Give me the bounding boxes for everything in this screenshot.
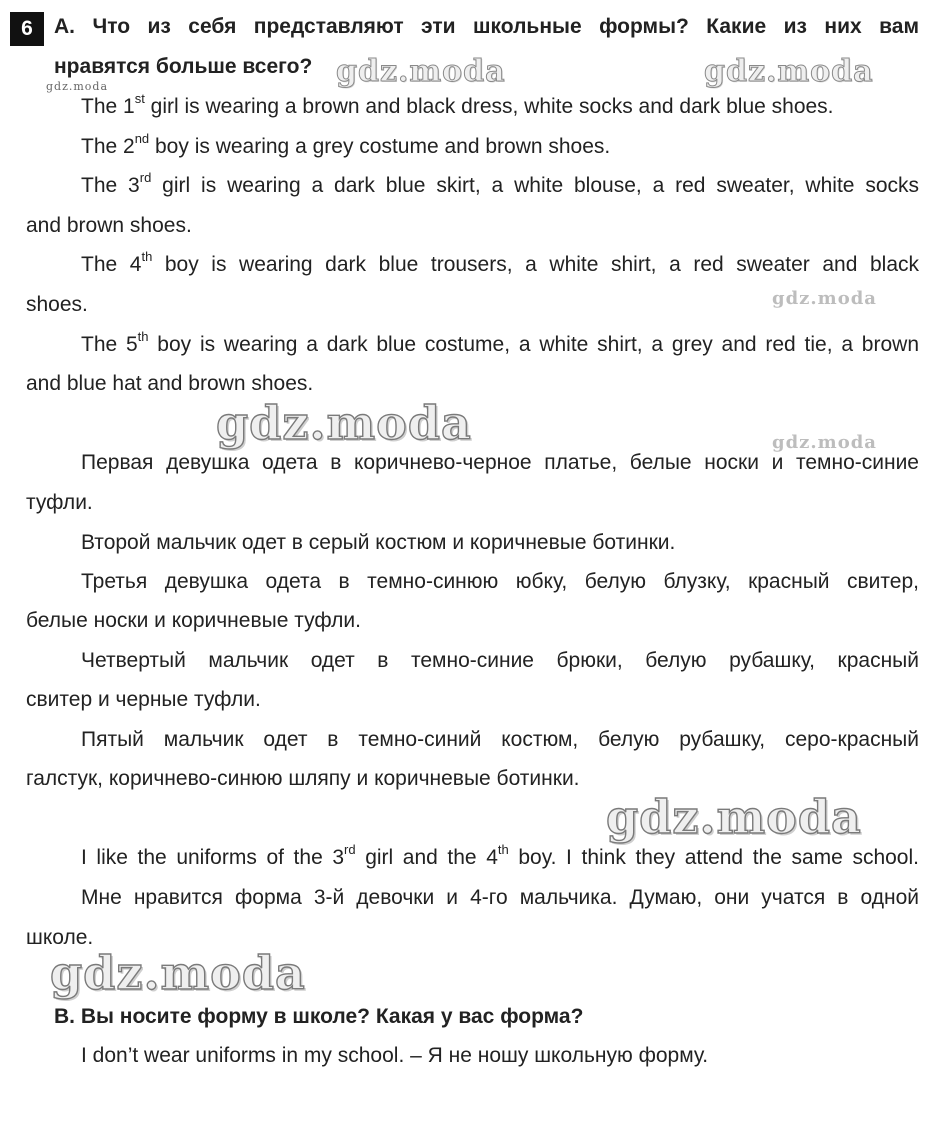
- english-sentence-4: The 4th boy is wearing dark blue trousers, a white shirt, a red sweater and black: [81, 249, 920, 276]
- english-sentence-3-cont: and brown shoes.: [26, 214, 192, 237]
- section-a-heading-line1: A. Что из себя представляют эти школьные формы? Какие из них вам: [54, 15, 919, 38]
- like-sentence-english: I like the uniforms of the 3rd girl and the 4th boy. I think they attend the same school.: [81, 842, 919, 869]
- section-a-heading-line2: нравятся больше всего?: [54, 55, 313, 78]
- english-sentence-3: The 3rd girl is wearing a dark blue skirt, a white blouse, a red sweater, white socks: [81, 170, 920, 197]
- like-sentence-russian-cont: школе.: [26, 926, 94, 949]
- russian-sentence-2: Второй мальчик одет в серый костюм и коричневые ботинки.: [81, 531, 676, 554]
- russian-sentence-1-cont: туфли.: [26, 491, 93, 514]
- section-b-answer: I don’t wear uniforms in my school. – Я не ношу школьную форму.: [81, 1044, 709, 1067]
- watermark-logo-8: gdz.moda: [50, 946, 306, 1000]
- russian-sentence-5: Пятый мальчик одет в темно-синий костюм, белую рубашку, серо-красный: [81, 728, 919, 751]
- english-sentence-1: The 1st girl is wearing a brown and black dress, white socks and dark blue shoes.: [81, 91, 834, 118]
- watermark-logo-7: gdz.moda: [606, 790, 862, 844]
- english-sentence-5-cont: and blue hat and brown shoes.: [26, 372, 314, 395]
- watermark-logo-6: gdz.moda: [772, 432, 877, 453]
- russian-sentence-5-cont: галстук, коричнево-синюю шляпу и коричневые ботинки.: [26, 767, 580, 790]
- watermark-logo-3: gdz.moda: [46, 80, 109, 93]
- exercise-number-badge: 6: [10, 12, 44, 46]
- russian-sentence-4: Четвертый мальчик одет в темно-синие брюки, белую рубашку, красный: [81, 649, 919, 672]
- watermark-logo-5: gdz.moda: [216, 396, 472, 450]
- section-b-heading: B. Вы носите форму в школе? Какая у вас форма?: [54, 1005, 584, 1028]
- english-sentence-4-cont: shoes.: [26, 293, 88, 316]
- watermark-logo-1: gdz.moda: [336, 54, 506, 89]
- watermark-logo-2: gdz.moda: [704, 54, 874, 89]
- english-sentence-5: The 5th boy is wearing a dark blue costume, a white shirt, a grey and red tie, a brown: [81, 329, 919, 356]
- russian-sentence-1: Первая девушка одета в коричнево-черное платье, белые носки и темно-синие: [81, 451, 919, 474]
- russian-sentence-3-cont: белые носки и коричневые туфли.: [26, 609, 361, 632]
- russian-sentence-3: Третья девушка одета в темно-синюю юбку, белую блузку, красный свитер,: [81, 570, 919, 593]
- like-sentence-russian: Мне нравится форма 3-й девочки и 4-го мальчика. Думаю, они учатся в одной: [81, 886, 919, 909]
- english-sentence-2: The 2nd boy is wearing a grey costume and brown shoes.: [81, 131, 611, 158]
- russian-sentence-4-cont: свитер и черные туфли.: [26, 688, 261, 711]
- watermark-logo-4: gdz.moda: [772, 288, 877, 309]
